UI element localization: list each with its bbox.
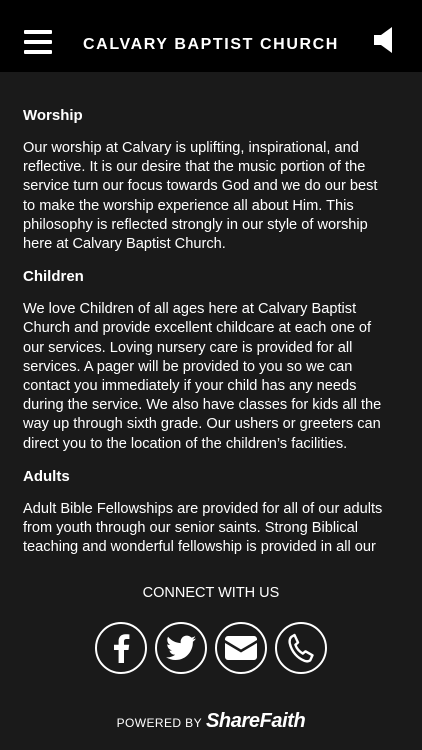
section-title: Worship [23, 107, 83, 124]
connect-heading: CONNECT WITH US [142, 585, 280, 601]
powered-by-label: POWERED BY [116, 716, 202, 730]
sharefaith-logo[interactable]: ShareFaith [205, 710, 306, 732]
section-body: We love Children of all ages here at Calvary Baptist Church and provide excellent childcare at each one of our services. Loving nursery care is provided for all services. A pager will be provided to you so we can contact you immediately if your child has any needs during the service. We also have classes for kids all the way up through sixth grade. Our ushers or greeters can direct you to the location of the children’s facilities. [23, 301, 382, 452]
speaker-icon [373, 26, 395, 54]
top-bar [0, 0, 422, 72]
twitter-icon [166, 635, 196, 661]
twitter-button[interactable] [155, 622, 207, 674]
phone-button[interactable] [275, 622, 327, 674]
envelope-icon [225, 636, 257, 660]
section-body: Adult Bible Fellowships are provided for all of our adults from youth through our senior saints. Strong Biblical teaching and wonderful fellowship is provided in all our [23, 500, 383, 556]
social-links [0, 622, 422, 676]
email-button[interactable] [215, 622, 267, 674]
section-adults [23, 467, 393, 558]
hamburger-menu-icon [24, 30, 52, 34]
facebook-button[interactable] [95, 622, 147, 674]
section-body: Our worship at Calvary is uplifting, inspirational, and reflective. It is our desire that the music portion of the service turn our focus towards God and we do our best to make the worship experience all about Him. This philosophy is reflected strongly in our style of worship here at Calvary Baptist Church. [23, 140, 378, 253]
phone-icon [287, 633, 315, 663]
content-scroll-area[interactable] [0, 72, 422, 566]
powered-by [0, 710, 422, 733]
section-title: Children [23, 268, 84, 286]
section-children [23, 267, 393, 454]
menu-button[interactable] [24, 30, 52, 54]
section-worship [23, 106, 393, 254]
page-title: CALVARY BAPTIST CHURCH [83, 36, 339, 53]
facebook-icon [112, 633, 130, 663]
sound-button[interactable] [373, 26, 395, 54]
section-title: Adults [23, 467, 70, 485]
